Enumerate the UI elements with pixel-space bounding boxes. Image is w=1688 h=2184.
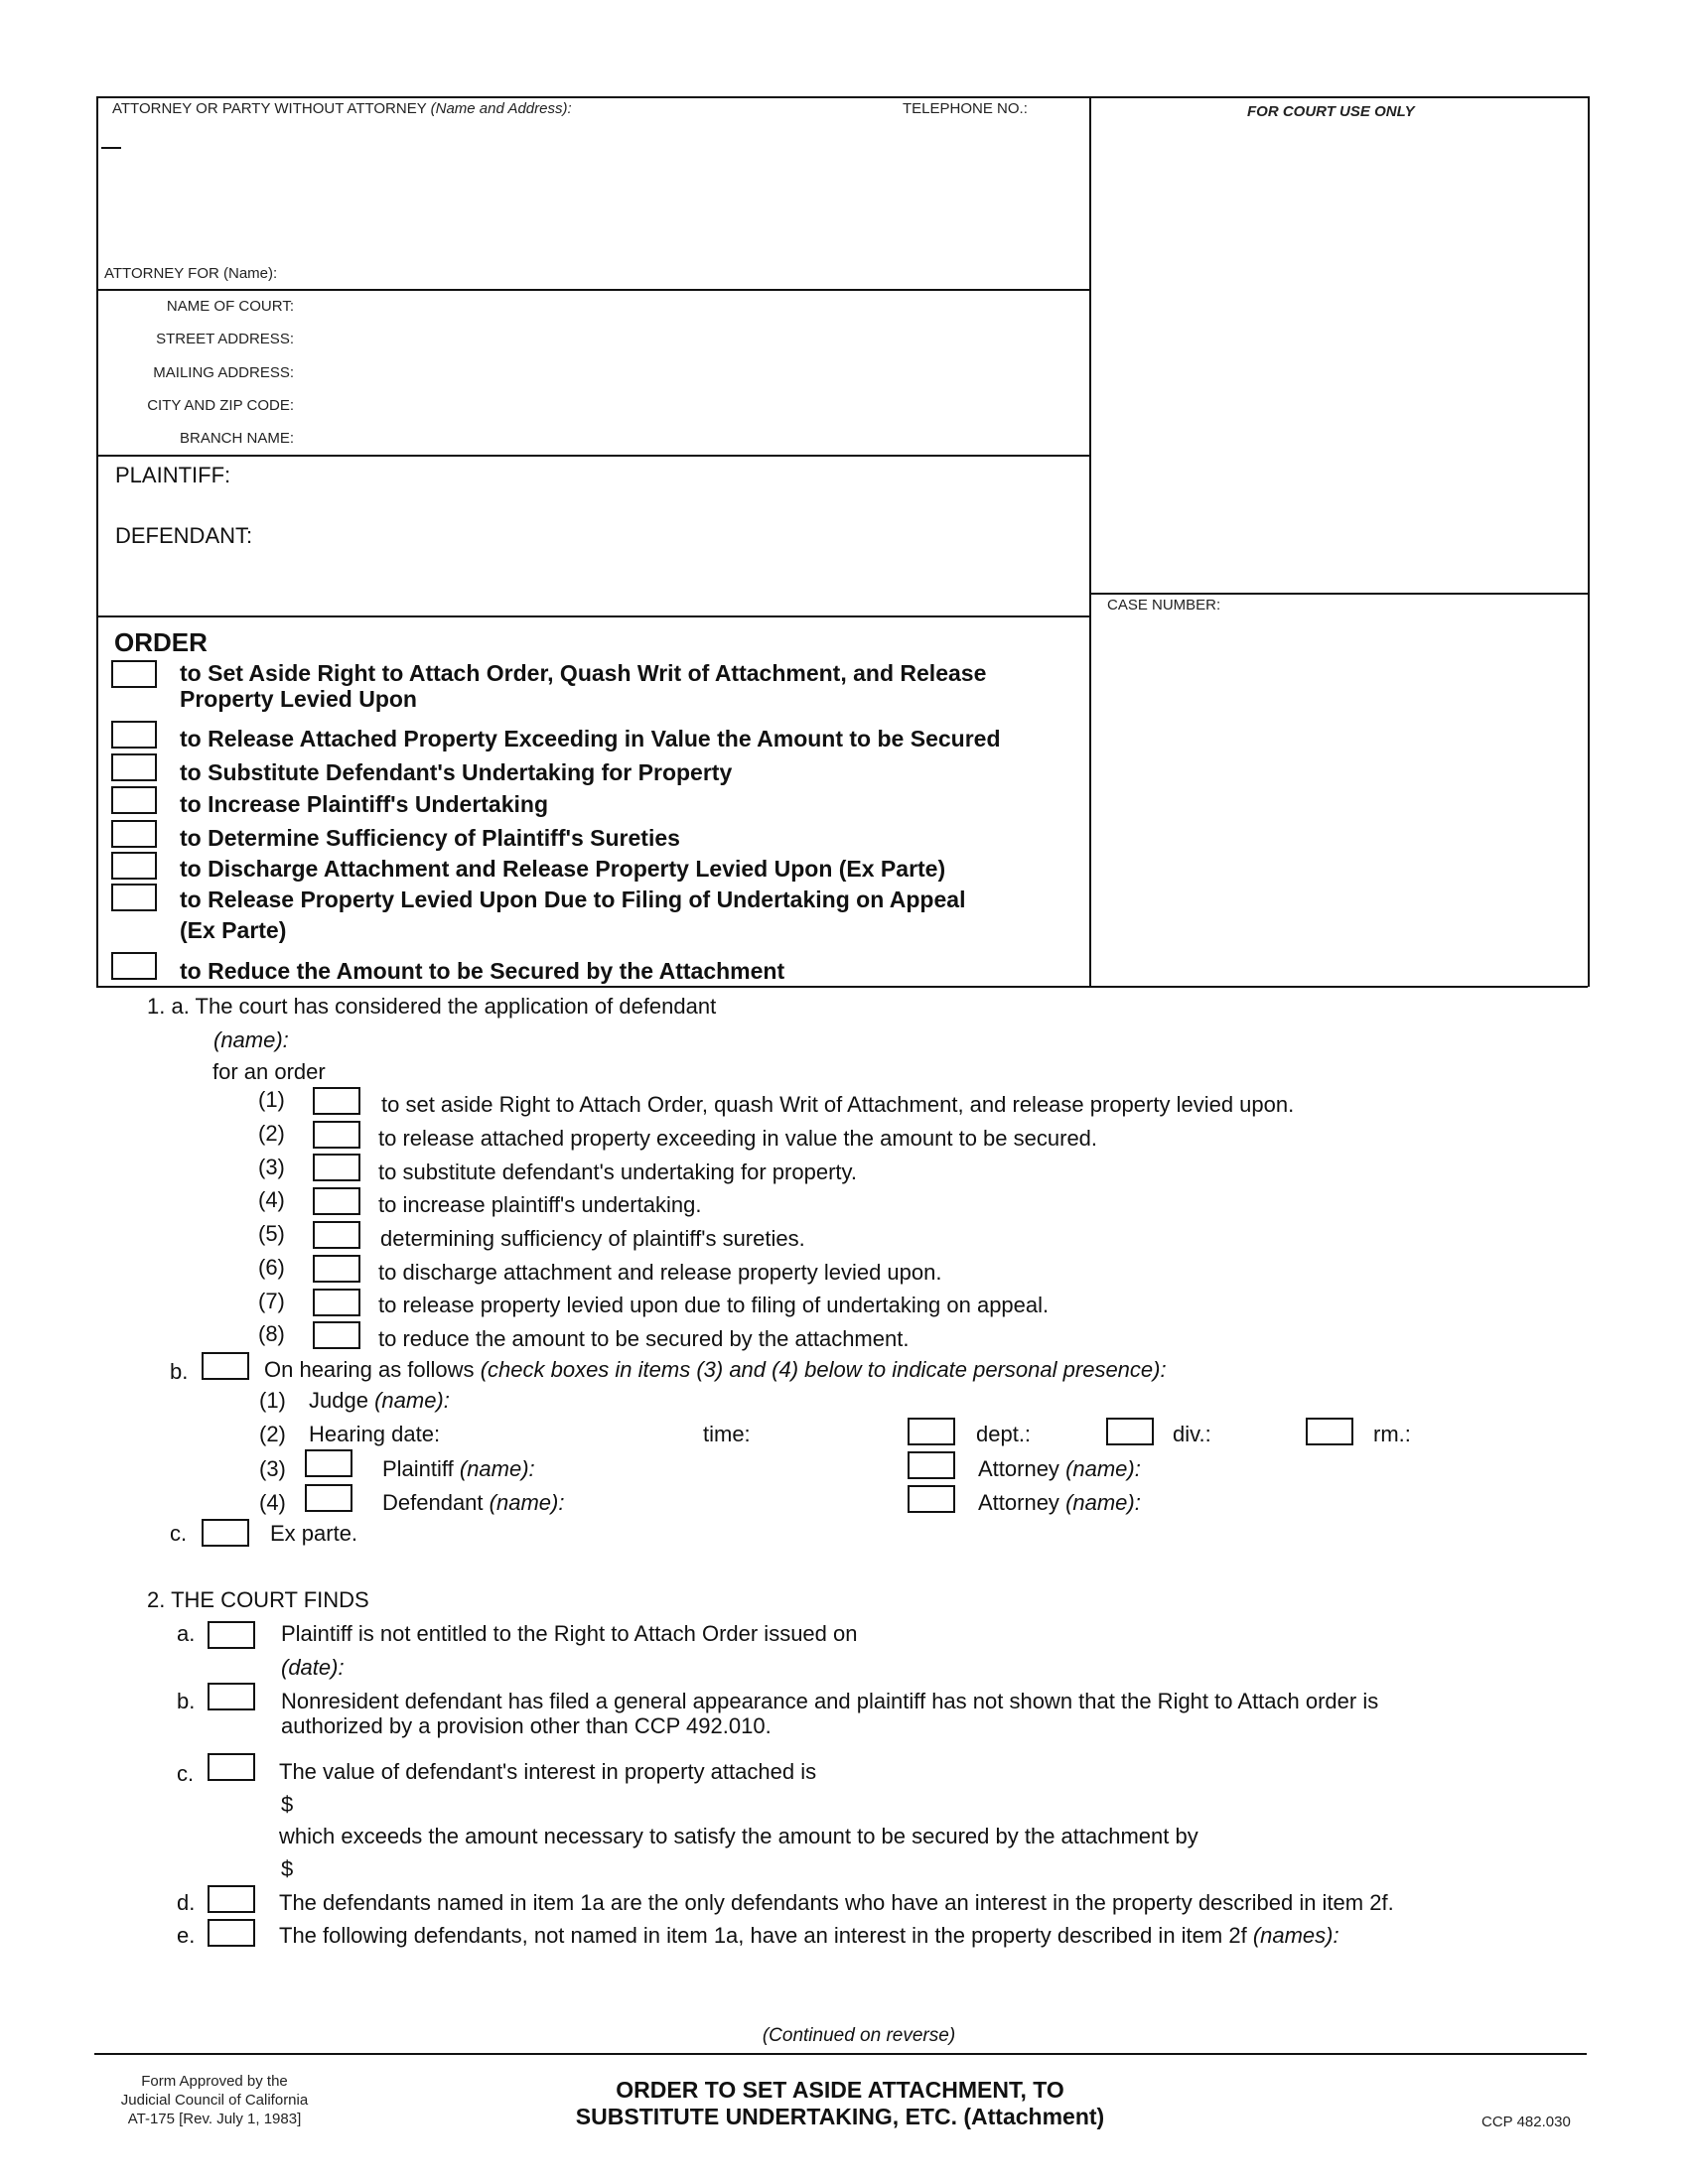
b1-judge-text: Judge [309,1388,368,1413]
order-checkbox-8[interactable] [111,952,157,980]
b4-defendant-text: Defendant [382,1490,484,1515]
form-title-line1: ORDER TO SET ASIDE ATTACHMENT, TO [616,2077,1064,2103]
code-citation: CCP 482.030 [1481,2114,1571,2130]
attorney-label-italic: (Name and Address): [430,100,572,117]
b4-defendant-italic: (name): [489,1490,565,1515]
item2-e-text [279,1923,1339,1949]
attorney-for-label: ATTORNEY FOR (Name): [104,265,278,282]
form-approved-line1: Form Approved by the [141,2073,288,2090]
order-option-7-line2: (Ex Parte) [180,917,287,943]
sub-item-8-num: (8) [258,1321,285,1346]
defendant-attorney-checkbox[interactable] [908,1485,955,1513]
caption-middle-border [1089,96,1091,987]
sub-item-4-text: to increase plaintiff's undertaking. [378,1192,702,1217]
ex-parte-checkbox[interactable] [202,1519,249,1547]
sub-item-3-num: (3) [258,1155,285,1179]
name-of-court-label: NAME OF COURT: [166,298,294,315]
sub-item-6-checkbox[interactable] [313,1255,360,1283]
caption-right-border [1588,96,1590,987]
b2-num: (2) [259,1422,286,1446]
item2-c-text2: which exceeds the amount necessary to satisfy the amount to be secured by the attachment by [279,1824,1198,1848]
item2-b-line2: authorized by a provision other than CCP 492.010. [281,1713,772,1738]
form-approved-line2: Judicial Council of California [120,2092,309,2109]
item2-c-checkbox[interactable] [208,1753,255,1781]
b3-attorney [978,1456,1141,1482]
sub-item-5-num: (5) [258,1221,285,1246]
order-option-8: to Reduce the Amount to be Secured by the Attachment [180,958,785,984]
b3-attorney-italic: (name): [1065,1456,1141,1481]
item2-e-text-italic: (names): [1252,1923,1339,1948]
sub-item-6-text: to discharge attachment and release property levied upon. [378,1260,942,1285]
order-option-2: to Release Attached Property Exceeding in Value the Amount to be Secured [180,726,1001,751]
order-checkbox-7[interactable] [111,884,157,911]
caption-bottom-border [96,986,1588,988]
item2-b-letter: b. [177,1689,196,1713]
item2-e-checkbox[interactable] [208,1919,255,1947]
sub-item-7-num: (7) [258,1289,285,1313]
plaintiff-attorney-checkbox[interactable] [908,1451,955,1479]
continued-on-reverse: (Continued on reverse) [762,2025,956,2046]
b3-plaintiff-italic: (name): [459,1456,535,1481]
b4-num: (4) [259,1490,286,1515]
b3-attorney-text: Attorney [978,1456,1059,1481]
item2-title: 2. THE COURT FINDS [147,1587,369,1612]
item2-c-dollar-2: $ [281,1856,294,1881]
attorney-dash-mark [101,147,121,149]
sub-item-1-text: to set aside Right to Attach Order, quash Writ of Attachment, and release property levied upon. [381,1092,1295,1117]
sub-item-3-checkbox[interactable] [313,1154,360,1181]
sub-item-2-text: to release attached property exceeding in value the amount to be secured. [378,1126,1098,1151]
item2-d-letter: d. [177,1890,196,1915]
order-option-6: to Discharge Attachment and Release Property Levied Upon (Ex Parte) [180,856,946,882]
order-checkbox-3[interactable] [111,753,157,781]
b3-plaintiff [382,1456,535,1482]
sub-item-4-checkbox[interactable] [313,1187,360,1215]
item2-b-checkbox[interactable] [208,1683,255,1710]
item2-d-text: The defendants named in item 1a are the only defendants who have an interest in the property described in item 2f. [279,1890,1394,1915]
order-checkbox-1[interactable] [111,660,157,688]
div-label: div.: [1173,1422,1211,1446]
order-option-1-line1: to Set Aside Right to Attach Order, Quash Writ of Attachment, and Release [180,660,987,686]
rm-checkbox[interactable] [1306,1418,1353,1445]
telephone-label: TELEPHONE NO.: [903,100,1028,117]
order-option-4: to Increase Plaintiff's Undertaking [180,791,548,817]
item1-b-text-plain: On hearing as follows [264,1357,475,1382]
case-number-label: CASE NUMBER: [1107,597,1221,614]
plaintiff-label: PLAINTIFF: [115,463,231,487]
rm-label: rm.: [1373,1422,1411,1446]
item1-b-text-italic: (check boxes in items (3) and (4) below to indicate personal presence): [480,1357,1167,1382]
form-number: AT-175 [Rev. July 1, 1983] [127,2111,302,2127]
sub-item-5-text: determining sufficiency of plaintiff's sureties. [380,1226,805,1251]
order-option-1-line2: Property Levied Upon [180,686,417,712]
item2-e-text-plain: The following defendants, not named in item 1a, have an interest in the property described in item 2f [279,1923,1247,1948]
b4-attorney [978,1490,1141,1516]
item2-c-text: The value of defendant's interest in property attached is [279,1759,817,1784]
b4-defendant [382,1490,564,1516]
order-option-3: to Substitute Defendant's Undertaking for Property [180,759,733,785]
b3-plaintiff-text: Plaintiff [382,1456,454,1481]
court-section-divider [96,455,1089,457]
order-option-5: to Determine Sufficiency of Plaintiff's Sureties [180,825,680,851]
b4-attorney-italic: (name): [1065,1490,1141,1515]
dept-label: dept.: [976,1422,1032,1446]
attorney-label [112,100,572,117]
court-use-label: FOR COURT USE ONLY [1247,103,1415,120]
div-checkbox[interactable] [1106,1418,1154,1445]
order-checkbox-2[interactable] [111,721,157,749]
sub-item-1-num: (1) [258,1087,285,1112]
sub-item-7-text: to release property levied upon due to filing of undertaking on appeal. [378,1293,1050,1317]
caption-left-border [96,96,98,987]
sub-item-2-num: (2) [258,1121,285,1146]
item2-a-checkbox[interactable] [208,1621,255,1649]
defendant-label: DEFENDANT: [115,523,253,548]
sub-item-7-checkbox[interactable] [313,1289,360,1316]
item2-a-text: Plaintiff is not entitled to the Right to Attach Order issued on [281,1621,858,1646]
order-title: ORDER [114,627,208,657]
defendant-presence-checkbox[interactable] [305,1484,352,1512]
sub-item-6-num: (6) [258,1255,285,1280]
parties-section-divider [96,615,1089,617]
item2-e-letter: e. [177,1923,196,1948]
b4-attorney-text: Attorney [978,1490,1059,1515]
case-number-divider [1089,593,1588,595]
street-address-label: STREET ADDRESS: [156,331,294,347]
sub-item-1-checkbox[interactable] [313,1087,360,1115]
order-option-7-line1: to Release Property Levied Upon Due to Filing of Undertaking on Appeal [180,887,966,912]
sub-item-4-num: (4) [258,1187,285,1212]
mailing-address-label: MAILING ADDRESS: [153,364,294,381]
b1-judge [309,1388,450,1414]
form-title-line2: SUBSTITUTE UNDERTAKING, ETC. (Attachment) [575,2104,1105,2129]
city-zip-label: CITY AND ZIP CODE: [147,397,294,414]
sub-item-2-checkbox[interactable] [313,1121,360,1149]
item2-b-line1: Nonresident defendant has filed a general appearance and plaintiff has not shown that the Right to Attach order is [281,1689,1379,1713]
b1-judge-italic: (name): [374,1388,450,1413]
sub-item-5-checkbox[interactable] [313,1221,360,1249]
item2-c-dollar-1: $ [281,1792,294,1817]
item2-d-checkbox[interactable] [208,1885,255,1913]
item1-b-letter: b. [170,1359,189,1384]
item2-c-letter: c. [177,1761,195,1786]
b2-time-label: time: [703,1422,751,1446]
order-checkbox-5[interactable] [111,820,157,848]
b3-num: (3) [259,1456,286,1481]
sub-item-8-text: to reduce the amount to be secured by the attachment. [378,1326,910,1351]
caption-top-border [96,96,1588,98]
item1-name-label: (name): [213,1027,289,1052]
sub-item-3-text: to substitute defendant's undertaking for property. [378,1160,857,1184]
item2-a-letter: a. [177,1621,196,1646]
b1-num: (1) [259,1388,286,1413]
plaintiff-presence-checkbox[interactable] [305,1449,352,1477]
ex-parte-text: Ex parte. [270,1521,358,1546]
order-checkbox-6[interactable] [111,852,157,880]
b2-hearing-date: Hearing date: [309,1422,441,1446]
branch-name-label: BRANCH NAME: [179,430,294,447]
dept-checkbox[interactable] [908,1418,955,1445]
footer-rule [94,2053,1587,2055]
item1-b-checkbox[interactable] [202,1352,249,1380]
item1-intro: 1. a. The court has considered the application of defendant [147,994,717,1019]
attorney-section-divider [96,289,1089,291]
item1-b-text [264,1357,1167,1383]
item2-a-date: (date): [281,1655,345,1680]
sub-item-8-checkbox[interactable] [313,1321,360,1349]
attorney-label-text: ATTORNEY OR PARTY WITHOUT ATTORNEY [112,100,427,117]
item1-c-letter: c. [170,1521,188,1546]
item1-for-an-order: for an order [212,1059,326,1084]
order-checkbox-4[interactable] [111,786,157,814]
